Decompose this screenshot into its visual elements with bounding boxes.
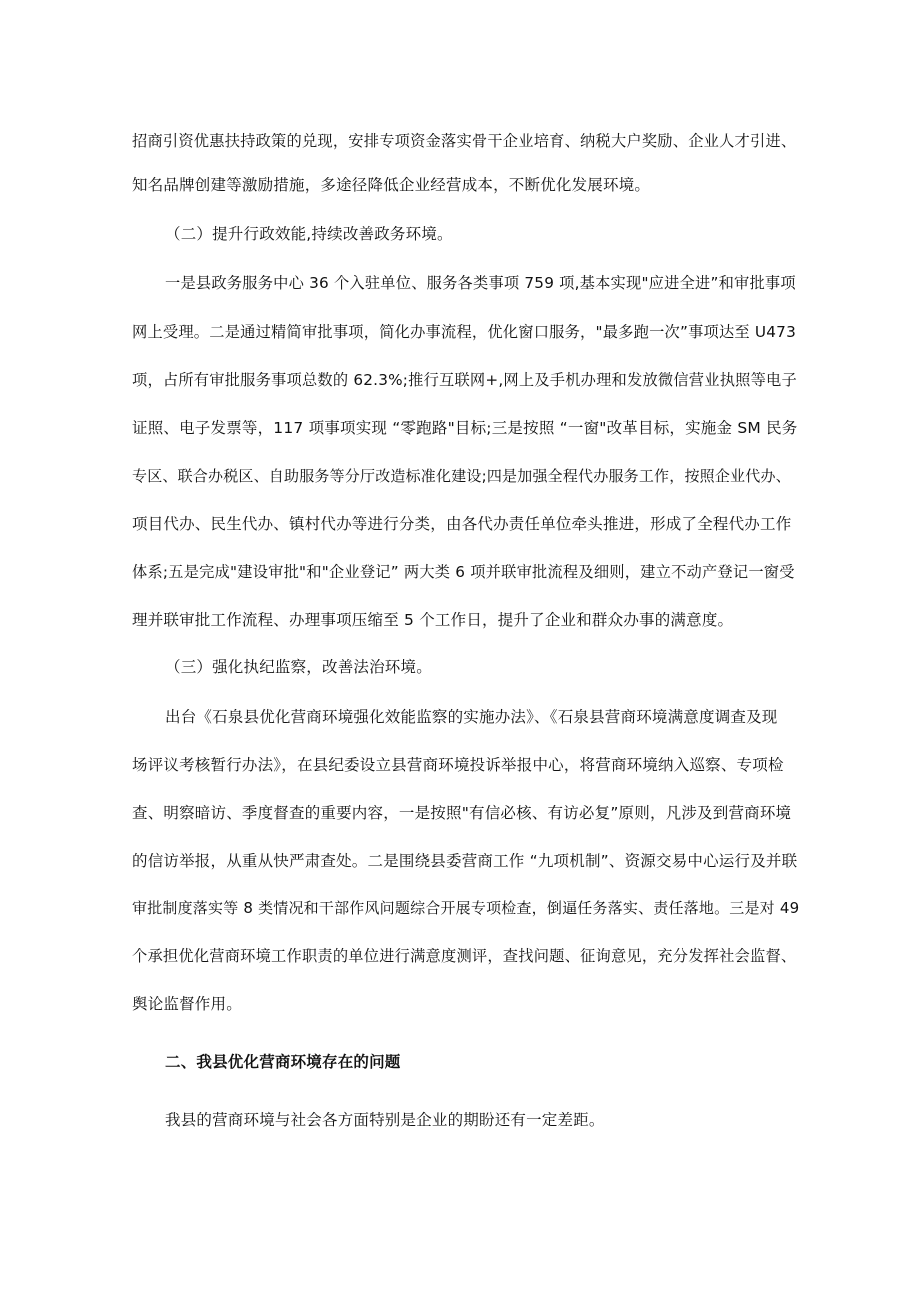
paragraph-line: 的信访举报，从重从快严肃查处。二是围绕县委营商工作 “九项机制”、资源交易中心运行及并联 [132,852,798,870]
section-heading: （二）提升行政效能,持续改善政务环境。 [165,225,453,243]
paragraph-line: 审批制度落实等 8 类情况和干部作风问题综合开展专项检查，倒逼任务落实、责任落地。三是对 49 [132,899,800,917]
chapter-heading: 二、我县优化营商环境存在的问题 [165,1053,401,1071]
paragraph-line: 体系;五是完成"建设审批"和"企业登记” 两大类 6 项并联审批流程及细则，建立不动产登记一窗受 [132,563,795,581]
paragraph-line: 舆论监督作用。 [132,995,242,1013]
paragraph-line: 出台《石泉县优化营商环境强化效能监察的实施办法》、《石泉县营商环境满意度调查及现 [165,708,778,726]
paragraph-line: 场评议考核暂行办法》，在县纪委设立县营商环境投诉举报中心，将营商环境纳入巡察、专项检 [132,756,784,774]
paragraph-line: 项，占所有审批服务事项总数的 62.3%;推行互联网+,网上及手机办理和发放微信营业执照等电子 [132,371,797,389]
section-heading: （三）强化执纪监察，改善法治环境。 [165,658,432,676]
paragraph-line: 知名品牌创建等激励措施，多途径降低企业经营成本，不断优化发展环境。 [132,176,651,194]
paragraph-line: 个承担优化营商环境工作职责的单位进行满意度测评，查找问题、征询意见，充分发挥社会监督、 [132,947,797,965]
paragraph-line: 一是县政务服务中心 36 个入驻单位、服务各类事项 759 项,基本实现"应进全进”和审批事项 [165,274,796,292]
paragraph-line: 网上受理。二是通过精简审批事项，简化办事流程，优化窗口服务，"最多跑一次”事项达至 U473 [132,323,796,341]
paragraph-line: 专区、联合办税区、自助服务等分厅改造标准化建设;四是加强全程代办服务工作，按照企业代办、 [132,467,791,485]
paragraph-line: 招商引资优惠扶持政策的兑现，安排专项资金落实骨干企业培育、纳税大户奖励、企业人才引进、 [132,132,797,150]
paragraph-line: 理并联审批工作流程、办理事项压缩至 5 个工作日，提升了企业和群众办事的满意度。 [132,611,734,629]
paragraph-line: 查、明察暗访、季度督查的重要内容，一是按照"有信必核、有访必复”原则，凡涉及到营商环境 [132,804,792,822]
paragraph-line: 我县的营商环境与社会各方面特别是企业的期盼还有一定差距。 [165,1111,605,1129]
paragraph-line: 项目代办、民生代办、镇村代办等进行分类，由各代办责任单位牵头推进，形成了全程代办工作 [132,515,792,533]
paragraph-line: 证照、电子发票等，117 项事项实现 “零跑路"目标;三是按照 “一窗"改革目标，实施金 SM 民务 [132,419,798,437]
